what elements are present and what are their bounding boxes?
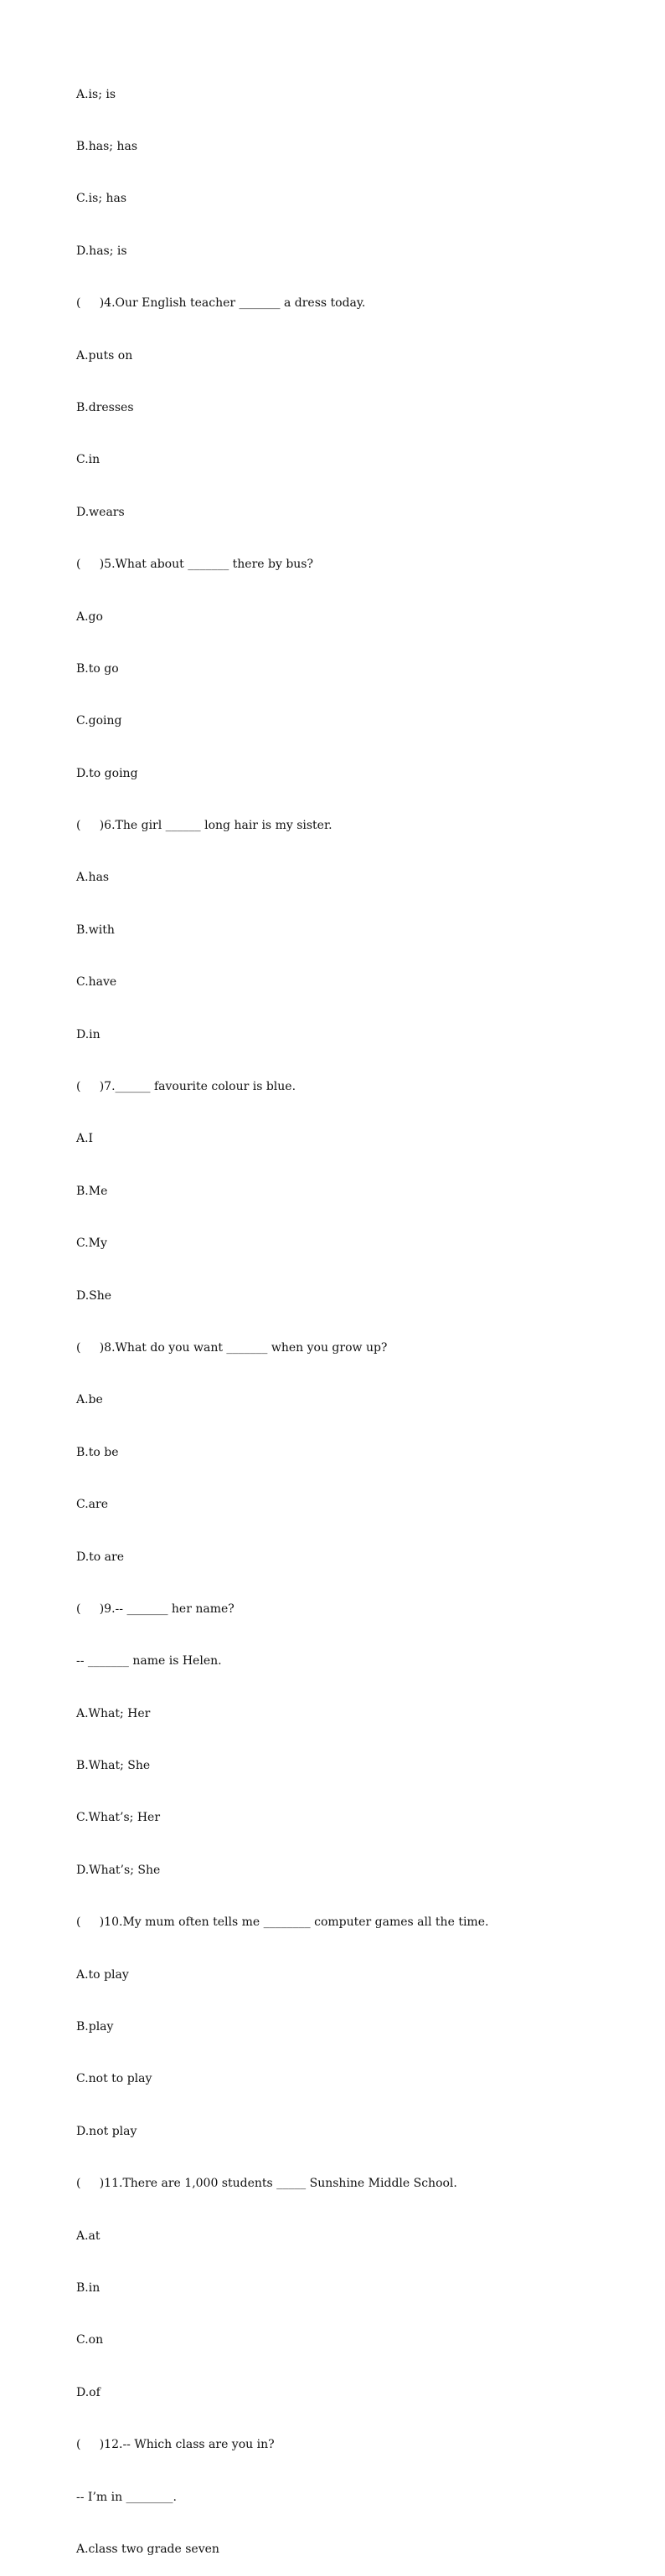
text-line: B.with xyxy=(76,923,115,937)
text-line: C.on xyxy=(76,2333,104,2347)
text-line: C.going xyxy=(76,714,122,728)
text-line: D.in xyxy=(76,1027,101,1041)
text-line: A.What; Her xyxy=(76,1706,151,1720)
text-line: C.is; has xyxy=(76,192,127,206)
text-line: C.are xyxy=(76,1498,108,1512)
question-line: ( )9.-- _______ her name? xyxy=(76,1602,235,1616)
text-line: C.My xyxy=(76,1237,107,1251)
document-page xyxy=(76,51,646,2576)
text-line: A.I xyxy=(76,1132,94,1146)
text-line: A.has xyxy=(76,871,110,885)
text-line: D.not play xyxy=(76,2124,137,2138)
text-line: D.has; is xyxy=(76,244,127,258)
text-line: -- _______ name is Helen. xyxy=(76,1654,222,1668)
text-line: B.to go xyxy=(76,661,119,676)
text-line: C.have xyxy=(76,975,117,990)
text-line: -- I’m in ________. xyxy=(76,2490,178,2504)
question-line: ( )7.______ favourite colour is blue. xyxy=(76,1080,296,1094)
text-line: B.has; has xyxy=(76,139,138,153)
text-line: D.to are xyxy=(76,1550,125,1564)
text-line: D.of xyxy=(76,2385,101,2399)
text-line: A.be xyxy=(76,1393,103,1407)
text-line: A.class two grade seven xyxy=(76,2542,219,2556)
question-line: ( )12.-- Which class are you in? xyxy=(76,2438,275,2452)
text-line: B.to be xyxy=(76,1445,119,1459)
text-line: A.go xyxy=(76,609,103,624)
text-line: B.play xyxy=(76,2020,114,2034)
text-line: A.puts on xyxy=(76,348,133,362)
question-line: ( )6.The girl ______ long hair is my sister. xyxy=(76,819,332,833)
question-line: ( )5.What about _______ there by bus? xyxy=(76,558,313,572)
text-line: C.What’s; Her xyxy=(76,1811,161,1825)
text-line: B.What; She xyxy=(76,1759,151,1773)
text-line: B.Me xyxy=(76,1184,108,1198)
text-line: D.She xyxy=(76,1288,112,1303)
text-line: D.to going xyxy=(76,766,138,780)
text-line: A.to play xyxy=(76,1967,129,1982)
question-line: ( )11.There are 1,000 students _____ Sunshine Middle School. xyxy=(76,2177,457,2191)
question-line: ( )8.What do you want _______ when you grow up? xyxy=(76,1340,388,1355)
question-line: ( )10.My mum often tells me ________ computer games all the time. xyxy=(76,1915,489,1930)
text-line: B.dresses xyxy=(76,400,134,414)
text-line: D.What’s; She xyxy=(76,1863,161,1877)
text-line: C.in xyxy=(76,453,101,467)
text-line: D.wears xyxy=(76,505,125,519)
text-line: A.at xyxy=(76,2229,101,2243)
text-line: B.in xyxy=(76,2281,101,2295)
question-line: ( )4.Our English teacher _______ a dress today. xyxy=(76,296,366,311)
text-line: C.not to play xyxy=(76,2072,152,2086)
text-line: A.is; is xyxy=(76,87,116,101)
